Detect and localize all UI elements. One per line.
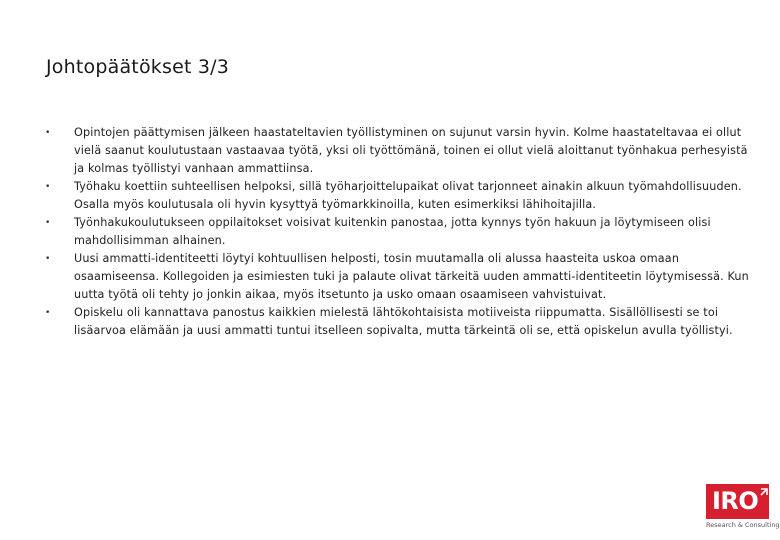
bullet-text: Työnhakukoulutukseen oppilaitokset voisivat kuitenkin panostaa, jotta kynnys työn hakuun ja löytymiseen olisi mahdollisimman alhainen. [74,216,711,247]
bullet-dot: • [45,218,51,228]
bullet-item [0,214,780,250]
bullet-text: Opintojen päättymisen jälkeen haastateltavien työllistyminen on sujunut varsin hyvin. Kolme haastateltavaa ei ollut vielä saanut koulutustaan vastaavaa työtä, yksi oli työttömänä, toinen ei ollut vielä aloittanut työnhakua perhesyistä ja kolmas työllistyi vanhaan ammattiinsa. [74,126,748,175]
bullet-list [0,124,780,340]
bullet-item [0,178,780,214]
bullet-dot: • [45,128,51,138]
bullet-item [0,124,780,178]
logo-tagline: Research & Consulting [706,521,780,529]
bullet-dot: • [45,254,51,264]
bullet-dot: • [45,308,51,318]
bullet-text: Työhaku koettiin suhteellisen helpoksi, sillä työharjoittelupaikat olivat tarjonneet ainakin alkuun työmahdollisuuden. Osalla myös koulutusala oli hyvin kysyttyä työmarkkinoilla, kuten esimerkiksi lähihoitajilla. [74,180,742,211]
bullet-item [0,304,780,340]
bullet-dot: • [45,182,51,192]
iro-logo [706,484,780,532]
bullet-text: Uusi ammatti-identiteetti löytyi kohtuullisen helposti, tosin muutamalla oli alussa haasteita uskoa omaan osaamiseensa. Kollegoiden ja esimiesten tuki ja palaute olivat tärkeitä uuden ammatti-identiteetin löytymisessä. Kun uutta työtä oli tehty jo jonkin aikaa, myös itsetunto ja usko omaan osaamiseen vahvistuivat. [74,252,749,301]
arrow-icon [759,488,769,498]
bullet-text: Opiskelu oli kannattava panostus kaikkien mielestä lähtökohtaisista motiiveista riippumatta. Sisällöllisesti se toi lisäarvoa elämään ja uusi ammatti tuntui itselleen sopivalta, mutta tärkeintä oli se, että opiskelun avulla työllistyi. [74,306,733,337]
bullet-item [0,250,780,304]
logo-box [706,484,769,519]
logo-text: IRO [712,487,759,515]
slide-title: Johtopäätökset 3/3 [46,56,230,78]
